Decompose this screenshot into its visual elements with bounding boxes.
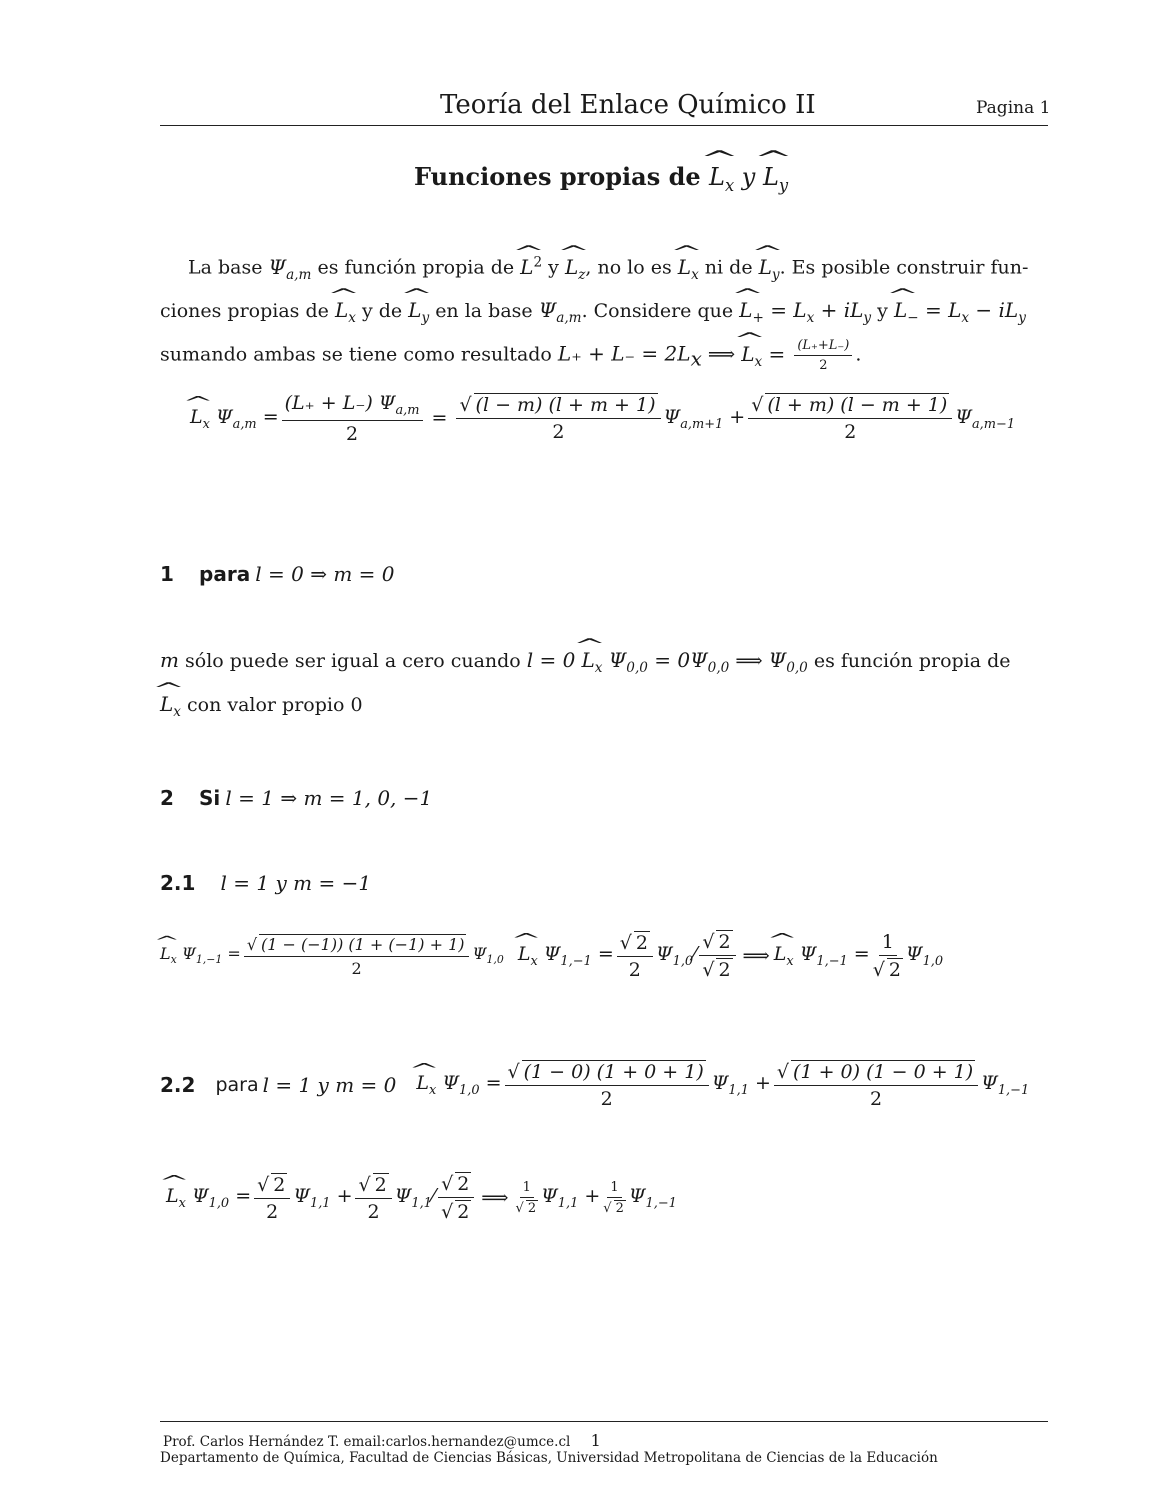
s21-eq2-den: 2 (628, 958, 641, 981)
intro-lz-sub: z (578, 266, 586, 283)
intro-y1: y (548, 256, 559, 279)
intro2-plus-i: + iL (820, 298, 864, 322)
intro-line-3: sumando ambas se tiene como resultado $L_+ + L_- = 2L_x$ ⟹ ^ $L_x$ = $\frac{(L_++L_-)}{2}$ . (160, 338, 861, 373)
s1-line2-text: con valor propio 0 (187, 694, 363, 716)
main-plus: + (729, 405, 746, 428)
s1-m: m (160, 648, 179, 672)
s1-cond: l = 0 (526, 648, 576, 672)
s21-num: (1 − (−1)) (1 + (−1) + 1) (261, 934, 465, 954)
main-lhs-sub: x (202, 416, 210, 432)
section-2-2-math: l = 1 y m = 0 (262, 1073, 397, 1097)
page-title (414, 162, 788, 195)
intro3-lx: ^ L (741, 342, 754, 366)
intro2-text-b: y de (361, 300, 403, 322)
title-conj: y (741, 163, 756, 191)
main-psi-plus-sub: a,m+1 (680, 416, 724, 432)
section-2-number: 2 (160, 786, 174, 810)
section-2-1-number: 2.1 (160, 871, 196, 895)
s21-eq2-num: 2 (635, 931, 648, 954)
main-psi: Ψ (215, 405, 233, 428)
s22-final-num: 1 (520, 1180, 534, 1198)
s21-lhs-sub: 1,−1 (195, 953, 223, 967)
intro-l2: ^ L (520, 255, 533, 279)
footer-page-number: 1 (590, 1431, 601, 1450)
s21-eq3-num: 1 (879, 931, 897, 956)
section-1-line-2: ^ $L_x$ con valor propio 0 (160, 692, 363, 720)
section-2-heading (160, 786, 432, 810)
footer-line-2: Departamento de Química, Facultad de Ciencias Básicas, Universidad Metropolitana de Ciencias de la Educación (160, 1450, 938, 1466)
section-2-2-heading: 2.2 para l = 1 y m = 0 ^ $L_x$ $\Psi_{1,0}$ = $\frac{√ (1 - 0) (1 + 0 + 1)}{2}$ $\Psi_{1,1}$ + $\frac{√ (1 + 0) (1 - 0 + 1)}{2}$ $\Psi_{1,-1}$ (160, 1060, 1029, 1110)
footer-author: Prof. Carlos Hernández T. email:carlos.hernandez@umce.cl (163, 1434, 571, 1450)
title-prefix: Funciones propias de (414, 162, 701, 191)
main-sqrt1: (l − m) (l + m + 1) (475, 394, 656, 417)
s22-den: 2 (600, 1088, 613, 1110)
s22-psi1-sub: 1,1 (728, 1082, 749, 1098)
s1-eq-l: ^ L (581, 648, 594, 672)
section-1-line-1: m sólo puede ser igual a cero cuando l = 0 ^ $L_x$ $\Psi_{0,0} = 0\Psi_{0,0}$ ⟹ $\Psi_{0,0}$ es función propia de (160, 648, 1011, 676)
s1-implies: ⟹ (735, 650, 763, 672)
s1-line2-l: ^ L (160, 692, 173, 716)
title-lx: ^ L (709, 163, 725, 191)
section-1-word: para (199, 562, 251, 586)
intro-lx-sub: x (691, 266, 699, 283)
s21-psi-sub: 1,0 (486, 953, 504, 967)
main-sqrt2: (l + m) (l − m + 1) (767, 394, 948, 417)
intro2-minus-i: − iL (975, 298, 1019, 322)
intro-lz: ^ L (565, 255, 578, 279)
intro3-text: sumando ambas se tiene como resultado (160, 343, 552, 366)
intro-psi: Ψ (268, 254, 287, 279)
section-1-math: l = 0 ⇒ m = 0 (255, 562, 395, 586)
section-2-math: l = 1 ⇒ m = 1, 0, −1 (225, 786, 433, 810)
main-num1: (L₊ + L₋) Ψ (284, 392, 396, 414)
section-2-2-word: para (215, 1074, 259, 1096)
s1-eq-psi: Ψ (608, 648, 627, 672)
s22-sqrt1: (1 − 0) (1 + 0 + 1) (523, 1061, 704, 1083)
intro2-lplus: = L (770, 298, 807, 322)
intro2-y: y (877, 300, 888, 322)
section-1-heading (160, 562, 395, 586)
intro-ly-sub: y (771, 266, 780, 283)
main-num1-sub: a,m (395, 402, 420, 418)
s1-eq-c: = 0Ψ (654, 648, 708, 672)
intro3-implies: ⟹ (707, 343, 736, 366)
s22-lhs-sub: 1,0 (459, 1082, 480, 1098)
main-den1: 2 (346, 422, 359, 445)
intro3-period: . (855, 343, 862, 366)
intro2-text-d: . Considere que (581, 300, 734, 322)
header-title: Teoría del Enlace Químico II (440, 90, 816, 120)
intro3-sum: L₊ + L₋ = 2L (557, 341, 691, 366)
s1-eq-sub: 0,0 (626, 660, 648, 676)
intro3-frac-num: (L₊+L₋) (794, 338, 852, 356)
s1-psi00: Ψ (768, 648, 787, 672)
header-page-label: Pagina 1 (976, 98, 1051, 118)
intro-text-c: , no lo es (585, 256, 672, 279)
intro-lx: ^ L (678, 255, 691, 279)
header-rule (160, 125, 1048, 126)
title-lx-sub: x (724, 175, 735, 195)
intro-psi-sub: a,m (286, 266, 312, 283)
s22-psi2-sub: 1,−1 (997, 1082, 1030, 1098)
intro2-text-a: ciones propias de (160, 300, 329, 322)
s21-den: 2 (351, 958, 362, 978)
intro2-text-c: en la base (435, 300, 533, 322)
main-equation: ^ $L_x$ $\Psi_{a,m}$ = $\frac{(L_+ + L_-) \Psi_{a,m}}{2}$ = $\frac{√ (l - m) (l + m + 1)}{2}$ $\Psi_{a,m+1}$ + $\frac{√ (l + m) (l - m + 1)}{2}$ $\Psi_{a,m-1}$ (190, 392, 1015, 445)
intro-line-1 (188, 254, 1028, 283)
section-2-1-heading (160, 871, 371, 895)
section-1-number: 1 (160, 562, 174, 586)
section-2-1-equation: ^ $L_x$ $\Psi_{1,-1}$ = $\frac{√ (1 - (-1)) (1 + (-1) + 1)}{2}$ $\Psi_{1,0}$ ^ $L_x$ $\Psi_{1,-1}$ = $\frac{√ 2}{2}$ $\Psi_{1,0}⁄$ $\frac{√ 2}{√ 2}$ ⟹ ^ $L_x$ $\Psi_{1,-1}$ = $\frac{1}{√ 2}$ $\Psi_{1,0}$ (160, 930, 943, 981)
main-psi-minus-sub: a,m−1 (971, 416, 1016, 432)
main-eq-1: = (262, 405, 279, 428)
title-ly: ^ L (763, 163, 779, 191)
main-psi-sub: a,m (232, 416, 257, 432)
footer-line-1 (163, 1431, 601, 1450)
s22-sqrt2: (1 + 0) (1 − 0 + 1) (793, 1061, 974, 1083)
intro-text-e: . Es posible construir fun- (779, 256, 1029, 279)
intro-text-a: La base (188, 256, 263, 279)
section-2-2-number: 2.2 (160, 1073, 196, 1097)
s1-text-c: es función propia de (813, 650, 1011, 672)
intro3-frac-den: 2 (819, 358, 828, 373)
intro-l2-sup: 2 (533, 254, 543, 270)
section-2-word: Si (199, 786, 221, 810)
s22-final-den: 2 (527, 1200, 537, 1216)
intro-ly: ^ L (759, 255, 772, 279)
s21-eq3-den: 2 (888, 958, 901, 981)
intro-text-d: ni de (704, 256, 753, 279)
section-2-2-final-equation: ^ $L_x$ $\Psi_{1,0}$ = $\frac{√ 2}{2}$ $\Psi_{1,1}$ + $\frac{√ 2}{2}$ $\Psi_{1,1}⁄$ $\frac{√ 2}{√ 2}$ ⟹ $\frac{1}{√ 2}$ $\Psi_{1,1}$ + $\frac{1}{√ 2}$ $\Psi_{1,-1}$ (166, 1172, 677, 1223)
title-ly-sub: y (778, 175, 789, 195)
footer-rule (160, 1421, 1048, 1422)
intro2-lminus: = L (924, 298, 962, 322)
main-psi-minus: Ψ (955, 405, 972, 428)
intro-line-2: ciones propias de ^ $L_x$ y de ^ $L_y$ en la base $\Psi_{a,m}$. Considere que ^ $L_+ = L_x + iL_y$ y ^ $L_- = L_x - iL_y$ (160, 298, 1026, 326)
intro-text-b: es función propia de (317, 256, 515, 279)
s1-text-b: sólo puede ser igual a cero cuando (185, 650, 521, 672)
main-lhs: ^ L (190, 406, 203, 428)
section-2-1-math: l = 1 y m = −1 (220, 871, 372, 895)
main-psi-plus: Ψ (663, 405, 681, 428)
